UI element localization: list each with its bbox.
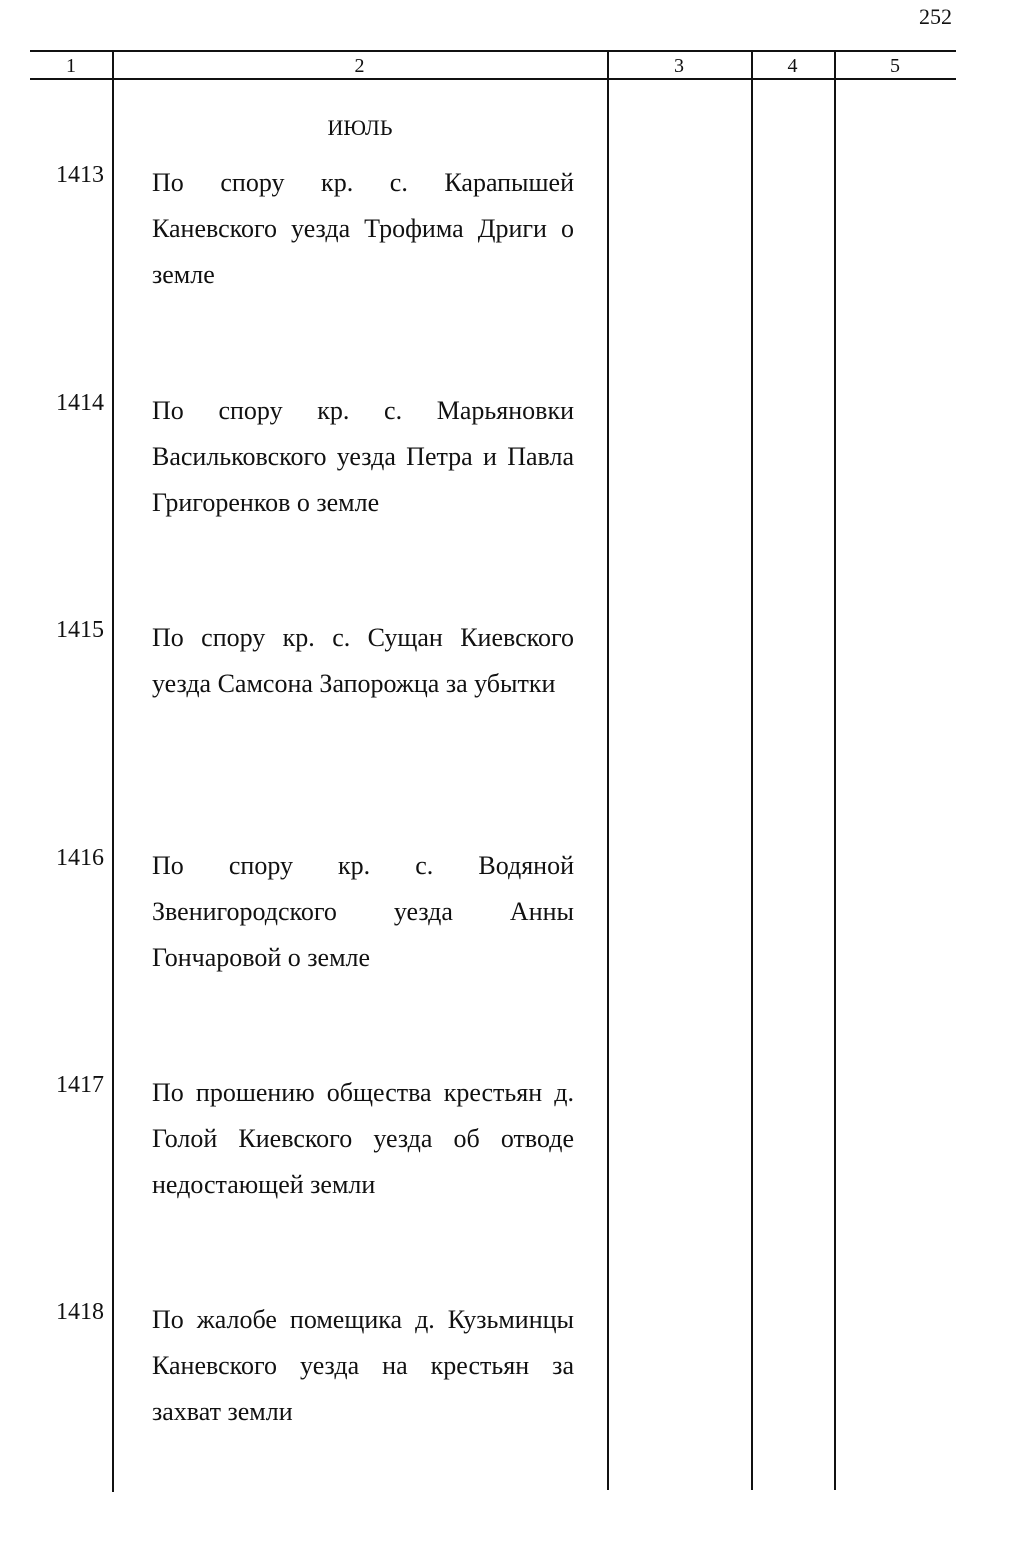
table-row	[0, 160, 1024, 388]
column-header-3: 3	[674, 55, 684, 77]
entry-number: 1415	[56, 617, 104, 643]
entry-description: По спору кр. с. Марьяновки Васильковского уезда Петра и Павла Григоренков о земле	[152, 396, 574, 517]
entry-number: 1413	[56, 162, 104, 188]
table-row	[0, 615, 1024, 843]
column-header-1: 1	[66, 55, 76, 77]
table-row	[0, 843, 1024, 1071]
column-header-5: 5	[890, 55, 900, 77]
column-header-2: 2	[354, 55, 365, 77]
entry-description: По прошению общества крестьян д. Голой Киевского уезда об отводе недостающей земли	[152, 1078, 574, 1199]
table-top-rule	[30, 50, 956, 52]
table-header-rule	[30, 78, 956, 80]
entry-description: По спору кр. с. Сущан Киевского уезда Самсона Запорожца за убытки	[152, 623, 574, 698]
table-row	[0, 388, 1024, 616]
entry-number: 1417	[56, 1072, 104, 1098]
table-row	[0, 1070, 1024, 1298]
entry-number: 1414	[56, 390, 104, 416]
entry-number: 1418	[56, 1299, 104, 1325]
month-heading: ИЮЛЬ	[327, 115, 393, 140]
table-row	[0, 1297, 1024, 1525]
entry-number: 1416	[56, 845, 104, 871]
entry-description: По жалобе помещика д. Кузьминцы Каневского уезда на крестьян за захват земли	[152, 1305, 574, 1426]
entry-description: По спору кр. с. Карапышей Каневского уезда Трофима Дриги о земле	[152, 168, 574, 289]
column-header-4: 4	[787, 55, 798, 77]
entry-description: По спору кр. с. Водяной Звенигородского уезда Анны Гончаровой о земле	[152, 851, 574, 972]
page-number: 252	[919, 4, 952, 29]
